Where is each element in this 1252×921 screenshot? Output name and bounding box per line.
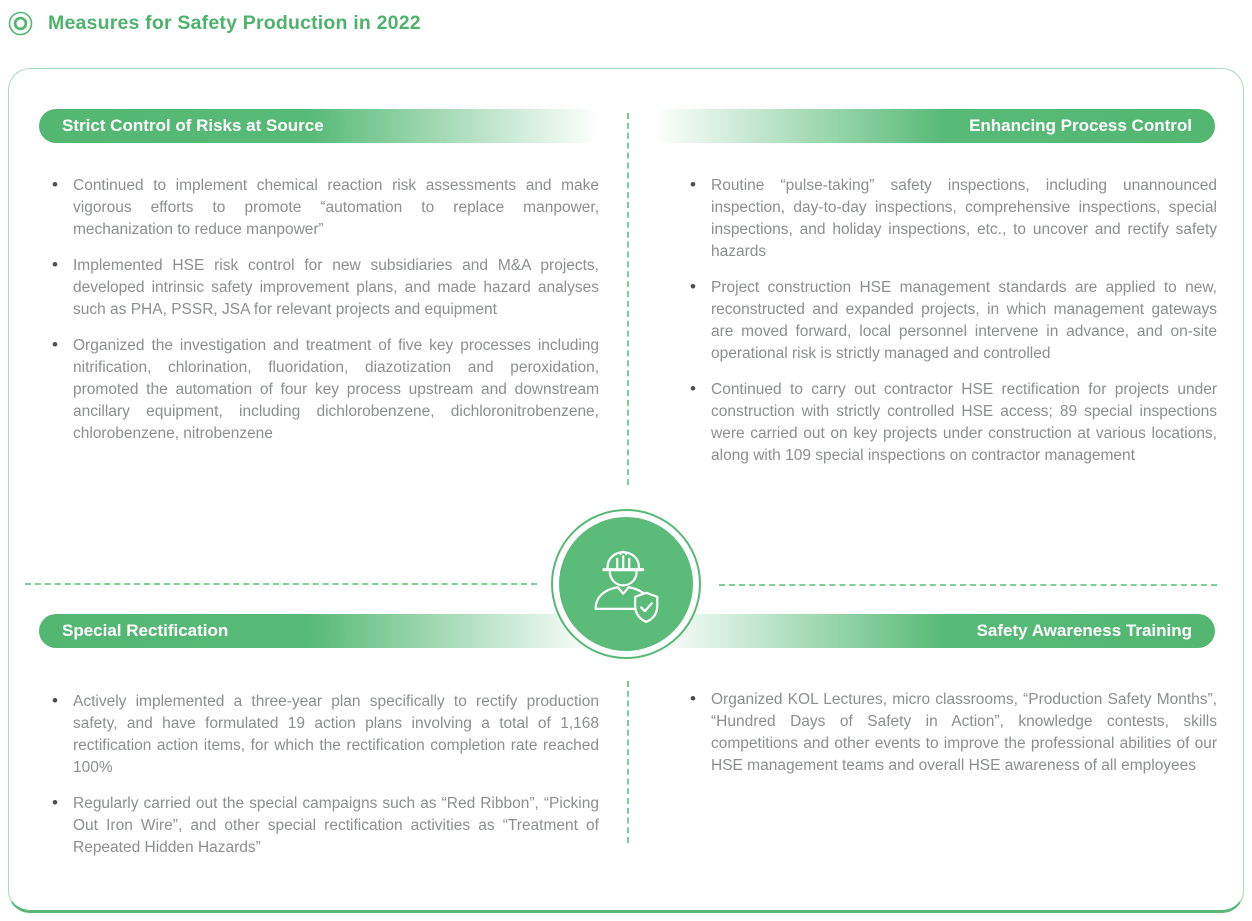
section-heading: [8, 11, 421, 36]
bullet-item: • Organized the investigation and treatment of five key processes including nitrification, chlorination, fluoridation, diazotization and peroxidation, promoted the automation of four key process upstream and downstream ancillary equipment, including dichlorobenzene, dichloronitrobenzene, chlorobenzene, nitrobenzene: [43, 335, 599, 445]
section-header-process-control: Enhancing Process Control: [653, 109, 1215, 143]
bullet-item: • Routine “pulse-taking” safety inspections, including unannounced inspection, day-to-day inspections, comprehensive inspections, special inspections, and holiday inspections, etc., to uncover and rectify safety hazards: [681, 175, 1217, 263]
section-header-strict-control: Strict Control of Risks at Source: [39, 109, 599, 143]
page-title: Measures for Safety Production in 2022: [48, 12, 421, 34]
double-circle-icon: [8, 11, 33, 36]
section-header-special-rectification: Special Rectification: [39, 614, 599, 648]
bullet-item: • Actively implemented a three-year plan specifically to rectify production safety, and have formulated 19 action plans involving a total of 1,168 rectification action items, for which the rectification completion rate reached 100%: [43, 691, 599, 779]
bullet-item: • Continued to carry out contractor HSE rectification for projects under construction with strictly controlled HSE access; 89 special inspections were carried out on key projects under construction at various locations, along with 109 special inspections on contractor management: [681, 379, 1217, 467]
vertical-dashed-divider-top: [627, 113, 629, 485]
bullet-list-safety-training: [681, 689, 1217, 791]
horizontal-dashed-divider-right: [719, 584, 1217, 586]
bullet-list-process-control: [681, 175, 1217, 481]
bullet-item: • Regularly carried out the special campaigns such as “Red Ribbon”, “Picking Out Iron Wire”, and other special rectification activities as “Treatment of Repeated Hidden Hazards”: [43, 793, 599, 859]
vertical-dashed-divider-bottom: [627, 681, 629, 843]
safety-badge-disk: [559, 517, 693, 651]
bullet-item: • Continued to implement chemical reaction risk assessments and make vigorous efforts to promote “automation to replace manpower, mechanization to reduce manpower”: [43, 175, 599, 241]
bullet-item: • Project construction HSE management standards are applied to new, reconstructed and expanded projects, in which management gateways are moved forward, local personnel intervene in advance, and on-site operational risk is strictly managed and controlled: [681, 277, 1217, 365]
content-card: [8, 68, 1244, 913]
bullet-list-strict-control: [43, 175, 599, 459]
horizontal-dashed-divider-left: [25, 583, 537, 585]
section-header-safety-training: Safety Awareness Training: [653, 614, 1215, 648]
bullet-list-special-rectification: [43, 691, 599, 873]
safety-badge: [551, 509, 701, 659]
bullet-item: • Organized KOL Lectures, micro classrooms, “Production Safety Months”, “Hundred Days of Safety in Action”, knowledge contests, skills competitions and other events to improve the professional abilities of our HSE management teams and overall HSE awareness of all employees: [681, 689, 1217, 777]
bullet-item: • Implemented HSE risk control for new subsidiaries and M&A projects, developed intrinsic safety improvement plans, and made hazard analyses such as PHA, PSSR, JSA for relevant projects and equipment: [43, 255, 599, 321]
worker-helmet-shield-icon: [580, 538, 672, 630]
